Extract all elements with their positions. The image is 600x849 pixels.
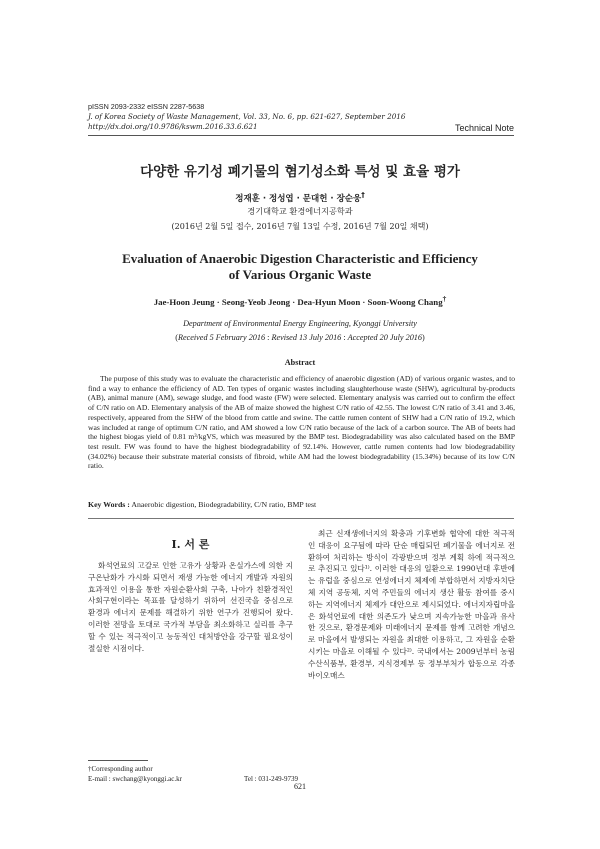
abstract-divider <box>88 518 514 519</box>
footnote-tel: Tel : 031-249-9739 <box>244 775 298 783</box>
header-divider <box>88 135 514 136</box>
korean-authors <box>0 190 600 204</box>
english-corresponding-mark: † <box>442 294 447 303</box>
keywords-label: Key Words : <box>88 500 130 509</box>
english-affiliation: Department of Environmental Energy Engineering, Kyonggi University <box>183 319 417 328</box>
korean-title: 다양한 유기성 폐기물의 혐기성소화 특성 및 효율 평가 <box>140 164 460 180</box>
introduction-right-column: 최근 신재생에너지의 확충과 기후변화 협약에 대한 적극적인 대응이 요구됨에 따라 단순 매립되던 폐기물을 에너지로 전환하여 처리하는 방식이 각광받으며 정부 계획 하에 적극적으로 추진되고 있다¹⁾. 이러한 대응의 일환으로 1990년대 후반에는 유럽을 중심으로 연성에너지 체제에 부합하면서 지방자치단체 지역 공동체, 지역 주민들의 에너지 생산 활동 참여를 중시하는 지역에너지 체제가 대안으로 제시되었다. 에너지자립마을은 화석연료에 대한 의존도가 낮으며 지속가능한 마을과 유사한 것으로, 환경문제와 미래에너지 문제를 함께 고려한 개념으로 마을에서 발생되는 자원을 최대한 이용하고, 그 자원을 순환시키는 마을로 이해될 수 있다²⁾. 국내에서는 2009년부터 농림수산식품부, 환경부, 지식경제부 등 정부부처가 합동으로 각종 바이오매스 <box>308 529 515 680</box>
journal-citation: J. of Korea Society of Waste Management, Vol. 33, No. 6, pp. 621-627, September 2016 <box>88 112 406 121</box>
introduction-left-column: 화석연료의 고갈로 인한 고유가 상황과 온실가스에 의한 지구온난화가 가시화 되면서 재생 가능한 에너지 개발과 자원의 효과적인 이용을 통한 자원순환사회 구축, 나아가 친환경적인 사회구현이라는 목표를 달성하기 위하여 선진국을 중심으로 환경과 에너지 문제를 해결하기 위한 연구가 진행되어 왔다. 이러한 전망을 토대로 국가적 부담을 최소화하고 실리를 추구할 수 있는 적극적이고 능동적인 대처방안을 강구할 필요성이 절실한 시점이다. <box>88 561 293 653</box>
doi-link[interactable]: http://dx.doi.org/10.9786/kswm.2016.33.6.621 <box>88 122 258 131</box>
english-author-list: Jae-Hoon Jeung · Seong-Yeob Jeong · Dea-Hyun Moon · Soon-Woong Chang <box>153 296 443 307</box>
abstract-heading: Abstract <box>284 358 316 367</box>
page-number: 621 <box>294 782 306 791</box>
english-title <box>0 251 600 283</box>
english-title-line-2: of Various Organic Waste <box>228 267 372 282</box>
keywords-list: Anaerobic digestion, Biodegradability, C/N ratio, BMP test <box>131 500 317 509</box>
korean-dates: (2016년 2월 5일 접수, 2016년 7월 13일 수정, 2016년 7월 20일 채택) <box>171 222 429 231</box>
footnote-divider <box>88 760 148 761</box>
english-dates: (Received 5 February 2016 : Revised 13 July 2016 : Accepted 20 July 2016) <box>175 333 425 342</box>
korean-affiliation: 경기대학교 환경에너지공학과 <box>247 206 353 216</box>
keywords-line <box>88 500 518 509</box>
section-title-introduction: I. 서 론 <box>171 538 210 551</box>
revised-date: Revised 13 July 2016 <box>271 333 342 342</box>
issn-line: pISSN 2093-2332 eISSN 2287-5638 <box>88 102 205 111</box>
footnote-email[interactable]: E-mail : swchang@kyonggi.ac.kr <box>88 775 182 783</box>
accepted-date: Accepted 20 July 2016 <box>347 333 422 342</box>
received-date: Received 5 February 2016 <box>178 333 266 342</box>
english-title-line-1: Evaluation of Anaerobic Digestion Characteristic and Efficiency <box>122 251 478 266</box>
abstract-body: The purpose of this study was to evaluate the characteristic and efficiency of anaerobic digestion (AD) of various organic wastes, and to find a way to enhance the efficiency of AD. Ten types of organic wastes including slaughterhouse waste (SHW), agricultural by-products (AB), animal manure (AM), sewage sludge, and food waste (FW) were selected. Elementary analysis was carried out to confirm the effect of C/N ratio on AD. Elementary analysis of the AB of maize showed the highest C/N ratio of 42.55. The lowest C/N ratio of 3.41 and 3.46, respectively, appeared from the SHW of the blood from cattle and swine. The cattle rumen content of SHW had a C/N ratio of 19.2, which was included at range of optimum C/N ratio, and AM showed a low C/N ratio because of the lack of a carbon source. The AB of beets had the highest biogas yield of 0.81 m³/kgVS, which was measured by the BMP test. Biodegradability was also calculated based on the BMP test result. FW was found to have the highest biodegradability of 92.14%. However, cattle rumen contents had low biodegradability (34.02%) because their substrate material consists of fibroid, while AM had the lowest biodegradability (15.34%) because of its low C/N ratio. <box>88 374 515 471</box>
footnote-label: †Corresponding author <box>88 765 153 773</box>
article-type-label: Technical Note <box>454 123 514 133</box>
english-authors <box>0 294 600 307</box>
corresponding-author-footnote <box>88 764 298 784</box>
korean-corresponding-mark: † <box>361 190 365 199</box>
korean-author-list: 정재훈 · 정성엽 · 문대헌 · 장순웅 <box>235 193 362 204</box>
